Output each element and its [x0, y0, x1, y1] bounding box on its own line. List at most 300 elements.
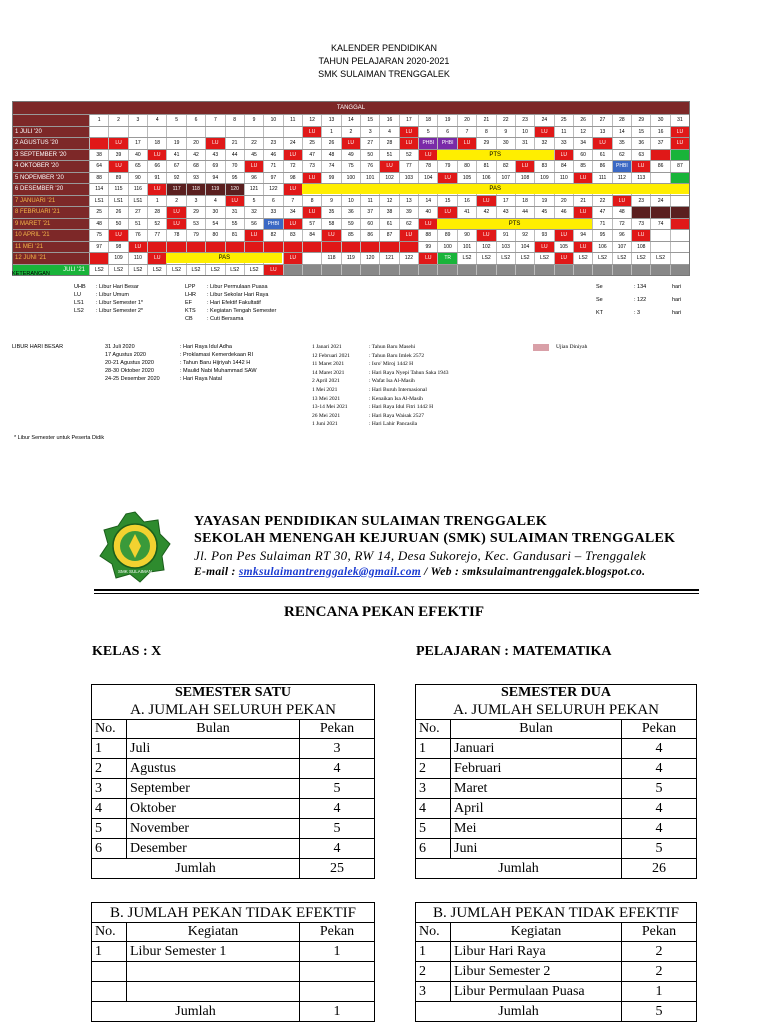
- table-row: [416, 962, 697, 982]
- calendar-day-cell: LU: [128, 242, 147, 253]
- calendar-day-cell: [650, 173, 669, 184]
- day-number: 15: [360, 115, 379, 126]
- calendar-day-cell: 32: [534, 138, 553, 149]
- calendar-day-cell: LU: [283, 219, 302, 230]
- row-no: 6: [416, 839, 451, 859]
- calendar-day-cell: 61: [379, 219, 398, 230]
- row-month: Mei: [451, 819, 622, 839]
- calendar-day-cell: 9: [321, 196, 340, 207]
- month-label: 2 AGUSTUS '20: [13, 138, 89, 149]
- calendar-day-cell: 99: [321, 173, 340, 184]
- calendar-day-cell: [283, 265, 302, 276]
- section-b-title: B. JUMLAH PEKAN TIDAK EFEKTIF: [416, 903, 697, 923]
- calendar-day-cell: 34: [283, 207, 302, 218]
- calendar-day-cell: [670, 230, 689, 241]
- row-weeks: [300, 962, 375, 982]
- calendar-day-cell: 41: [457, 207, 476, 218]
- calendar-day-cell: 27: [360, 138, 379, 149]
- calendar-title-line-3: SMK SULAIMAN TRENGGALEK: [318, 69, 450, 79]
- row-weeks: 4: [622, 819, 697, 839]
- calendar-day-cell: 91: [147, 173, 166, 184]
- legend-desc: : Maulid Nabi Muhammad SAW: [180, 368, 257, 374]
- calendar-day-cell: LU: [379, 161, 398, 172]
- calendar-day-cell: 35: [612, 138, 631, 149]
- calendar-day-cell: 114: [89, 184, 108, 195]
- calendar-day-cell: 45: [244, 150, 263, 161]
- calendar-day-cell: 10: [341, 196, 360, 207]
- legend-code: 1 Mei 2021: [312, 386, 338, 393]
- row-weeks: 4: [300, 839, 375, 859]
- calendar-day-cell: LS2: [225, 265, 244, 276]
- row-month: Oktober: [127, 799, 300, 819]
- calendar-month-row: [13, 137, 689, 149]
- calendar-day-cell: 18: [515, 196, 534, 207]
- legend-code: Se: [596, 297, 603, 303]
- table-subtitle-row: [92, 700, 375, 720]
- row-no: 1: [92, 942, 127, 962]
- table-header-row: [92, 923, 375, 942]
- calendar-day-cell: 82: [263, 230, 282, 241]
- calendar-day-cell: 42: [186, 150, 205, 161]
- calendar-day-cell: 41: [166, 150, 185, 161]
- calendar-day-cell: [89, 138, 108, 149]
- calendar-day-cell: LU: [108, 138, 127, 149]
- table-row: [416, 839, 697, 859]
- total-label: Jumlah: [92, 859, 300, 879]
- day-number: 18: [418, 115, 437, 126]
- row-activity: Libur Hari Raya: [451, 942, 622, 962]
- calendar-day-cell: 100: [437, 242, 456, 253]
- calendar-day-cell: 13: [592, 127, 611, 138]
- calendar-day-cell: 95: [592, 230, 611, 241]
- email-link[interactable]: smksulaimantrenggalek@gmail.com: [238, 566, 421, 578]
- calendar-day-cell: 76: [128, 230, 147, 241]
- calendar-day-cell: 61: [592, 150, 611, 161]
- month-label: 8 FEBRUARI '21: [13, 207, 89, 218]
- calendar-day-cell: 40: [128, 150, 147, 161]
- calendar-day-cell: 68: [186, 161, 205, 172]
- col-kegiatan: Kegiatan: [451, 923, 622, 942]
- table-row: [416, 942, 697, 962]
- legend-code: LS1: [74, 300, 84, 306]
- calendar-day-cell: 117: [166, 184, 185, 195]
- calendar-day-cell: 97: [89, 242, 108, 253]
- calendar-day-cell: LS2: [476, 253, 495, 264]
- calendar-day-cell: 80: [457, 161, 476, 172]
- calendar-day-cell: [534, 265, 553, 276]
- footnote: * Libur Semester untuk Peserta Didik: [14, 435, 105, 441]
- table-subtitle-row: [416, 700, 697, 720]
- calendar-day-cell: 122: [399, 253, 418, 264]
- calendar-day-cell: LU: [573, 173, 592, 184]
- section-a-title: A. JUMLAH SELURUH PEKAN: [92, 700, 375, 720]
- calendar-day-cell: 3: [186, 196, 205, 207]
- table-title-row: [92, 903, 375, 923]
- web-link[interactable]: smksulaimantrenggalek.blogspot.co.: [462, 566, 646, 578]
- legend-code: 28-30 Oktober 2020: [105, 368, 154, 374]
- calendar-day-cell: LU: [399, 138, 418, 149]
- calendar-day-cell: 109: [534, 173, 553, 184]
- day-number: 7: [205, 115, 224, 126]
- calendar-day-cell: 71: [592, 219, 611, 230]
- exam-band: PTS: [437, 219, 592, 229]
- calendar-day-cell: 89: [437, 230, 456, 241]
- calendar-day-cell: 30: [205, 207, 224, 218]
- legend-code: 11 Maret 2021: [312, 361, 345, 368]
- calendar-day-cell: 23: [631, 196, 650, 207]
- row-month: Maret: [451, 779, 622, 799]
- calendar-day-cell: LU: [612, 196, 631, 207]
- legend-code: UHB: [74, 284, 86, 290]
- pelajaran-label: PELAJARAN : MATEMATIKA: [416, 644, 612, 659]
- table-header-row: [416, 720, 697, 739]
- row-weeks: 4: [622, 759, 697, 779]
- calendar-day-cell: 107: [496, 173, 515, 184]
- row-weeks: 4: [622, 739, 697, 759]
- header-divider: [94, 589, 699, 591]
- calendar-day-cell: [437, 265, 456, 276]
- calendar-day-cell: 73: [631, 219, 650, 230]
- row-month: Februari: [451, 759, 622, 779]
- calendar-day-cell: 87: [379, 230, 398, 241]
- calendar-day-cell: LS2: [147, 265, 166, 276]
- calendar-day-cell: 32: [244, 207, 263, 218]
- semester-1-weeks-table: [91, 684, 375, 879]
- row-no: 5: [416, 819, 451, 839]
- calendar-day-cell: LS2: [650, 253, 669, 264]
- calendar-day-cell: 7: [283, 196, 302, 207]
- table-row: [92, 779, 375, 799]
- col-no: No.: [92, 923, 127, 942]
- keterangan-title: KETERANGAN: [12, 271, 50, 277]
- school-contact: [194, 566, 645, 578]
- header-divider-thin: [94, 593, 699, 594]
- calendar-day-cell: 48: [89, 219, 108, 230]
- legend-desc: : Hari Raya Idul Adha: [180, 344, 232, 350]
- calendar-day-cell: 74: [321, 161, 340, 172]
- calendar-day-cell: LU: [418, 150, 437, 161]
- month-day-cells: [89, 265, 689, 276]
- calendar-day-cell: 51: [379, 150, 398, 161]
- table-total-row: [416, 1002, 697, 1022]
- day-number: 26: [573, 115, 592, 126]
- calendar-day-cell: 78: [166, 230, 185, 241]
- calendar-day-cell: 33: [263, 207, 282, 218]
- calendar-day-cell: 85: [341, 230, 360, 241]
- calendar-day-cell: [89, 127, 108, 138]
- calendar-day-cell: 116: [128, 184, 147, 195]
- day-number: 24: [534, 115, 553, 126]
- calendar-day-cell: 67: [166, 161, 185, 172]
- document-title: RENCANA PEKAN EFEKTIF: [283, 604, 485, 620]
- calendar-day-cell: LU: [631, 161, 650, 172]
- calendar-day-cell: LU: [147, 253, 166, 264]
- calendar-day-cell: 103: [399, 173, 418, 184]
- month-label: 10 APRIL '21: [13, 230, 89, 241]
- calendar-day-cell: LS1: [128, 196, 147, 207]
- col-no: No.: [416, 923, 451, 942]
- calendar-day-cell: 74: [650, 219, 669, 230]
- calendar-day-cell: 24: [283, 138, 302, 149]
- calendar-day-cell: 77: [147, 230, 166, 241]
- row-no: 4: [92, 799, 127, 819]
- calendar-day-cell: 26: [108, 207, 127, 218]
- calendar-day-cell: [515, 265, 534, 276]
- row-activity: [127, 962, 300, 982]
- calendar-day-cell: [457, 265, 476, 276]
- legend-desc: : Hari Lahir Pancasila: [369, 421, 418, 428]
- calendar-day-cell: 64: [89, 161, 108, 172]
- legend-desc: : Isro' Miroj 1442 H: [369, 361, 414, 368]
- calendar-day-cell: [166, 127, 185, 138]
- row-no: 3: [416, 779, 451, 799]
- calendar-day-cell: [341, 265, 360, 276]
- calendar-day-cell: 49: [341, 150, 360, 161]
- legend-code: EF: [185, 300, 193, 306]
- calendar-day-cell: LU: [457, 138, 476, 149]
- calendar-day-cell: 107: [612, 242, 631, 253]
- calendar-day-cell: [670, 253, 689, 264]
- row-weeks: 5: [300, 779, 375, 799]
- calendar-day-cell: [283, 242, 302, 253]
- legend-code: Se: [596, 284, 603, 290]
- calendar-day-cell: 44: [515, 207, 534, 218]
- calendar-day-cell: [670, 173, 689, 184]
- calendar-day-cell: 87: [670, 161, 689, 172]
- month-label: JULI '21: [13, 265, 89, 276]
- row-weeks: 5: [300, 819, 375, 839]
- table-header-row: [92, 720, 375, 739]
- calendar-month-row: [13, 195, 689, 207]
- day-number: 6: [186, 115, 205, 126]
- table-row-empty: [92, 982, 375, 1002]
- calendar-day-cell: LS2: [457, 253, 476, 264]
- calendar-day-cell: 93: [186, 173, 205, 184]
- calendar-day-cell: 75: [89, 230, 108, 241]
- total-label: Jumlah: [92, 1002, 300, 1022]
- calendar-day-cell: 102: [476, 242, 495, 253]
- calendar-day-cell: 84: [554, 161, 573, 172]
- calendar-day-cell: [302, 242, 321, 253]
- calendar-day-cell: 39: [399, 207, 418, 218]
- legend-desc: hari: [672, 284, 682, 290]
- calendar-month-row: [13, 206, 689, 218]
- calendar-day-cell: 94: [205, 173, 224, 184]
- calendar-day-cell: LU: [437, 173, 456, 184]
- legend-code: 12 Februari 2021: [312, 352, 350, 359]
- calendar-day-cell: 37: [360, 207, 379, 218]
- day-number: 20: [457, 115, 476, 126]
- legend-code: 26 Mei 2021: [312, 412, 341, 419]
- calendar-day-cell: 98: [108, 242, 127, 253]
- calendar-day-cell: 81: [225, 230, 244, 241]
- calendar-day-cell: 19: [166, 138, 185, 149]
- month-label: 3 SEPTEMBER '20: [13, 150, 89, 161]
- calendar-day-cell: [244, 242, 263, 253]
- table-row: [92, 839, 375, 859]
- school-address: Jl. Pon Pes Sulaiman RT 30, RW 14, Desa Sukorejo, Kec. Gandusari – Trenggalek: [194, 548, 647, 563]
- calendar-day-cell: LU: [631, 230, 650, 241]
- calendar-month-row: [13, 241, 689, 253]
- legend-desc: : Kegiatan Tengah Semester: [207, 308, 277, 314]
- calendar-day-cell: 16: [457, 196, 476, 207]
- calendar-day-cell: LS1: [108, 196, 127, 207]
- calendar-day-cell: 103: [496, 242, 515, 253]
- calendar-day-cell: 76: [360, 161, 379, 172]
- day-number: 16: [379, 115, 398, 126]
- legend-code: LPP: [185, 284, 196, 290]
- calendar-day-cell: 101: [360, 173, 379, 184]
- calendar-day-cell: TR: [437, 253, 456, 264]
- legend-desc: : Tahun Baru Masehi: [369, 344, 416, 350]
- row-month: Desember: [127, 839, 300, 859]
- day-number: 22: [496, 115, 515, 126]
- row-no: 1: [416, 739, 451, 759]
- calendar-day-cell: [263, 242, 282, 253]
- legend-desc: : Wafat Isa Al-Masih: [369, 378, 415, 385]
- legend-desc: : Hari Buruh Internasional: [369, 386, 427, 393]
- month-day-cells: [89, 127, 689, 138]
- row-activity: Libur Semester 2: [451, 962, 622, 982]
- day-number: 27: [592, 115, 611, 126]
- calendar-day-cell: 52: [147, 219, 166, 230]
- legend-desc: : Libur Umum: [96, 292, 130, 298]
- calendar-day-cell: LU: [554, 253, 573, 264]
- calendar-day-cell: 80: [205, 230, 224, 241]
- calendar-day-cell: 59: [341, 219, 360, 230]
- month-day-cells: [89, 207, 689, 218]
- row-activity: [127, 982, 300, 1002]
- day-number: 13: [321, 115, 340, 126]
- calendar-day-cell: 70: [225, 161, 244, 172]
- row-no: 3: [416, 982, 451, 1002]
- email-label: E-mail :: [194, 566, 239, 578]
- row-no: 2: [92, 759, 127, 779]
- calendar-month-row: [13, 160, 689, 172]
- day-number: 12: [302, 115, 321, 126]
- calendar-day-cell: LU: [534, 242, 553, 253]
- calendar-day-cell: 113: [631, 173, 650, 184]
- calendar-day-cell: 53: [186, 219, 205, 230]
- legend-desc: : Proklamasi Kemerdekaan RI: [180, 352, 254, 358]
- calendar-month-row: [13, 149, 689, 161]
- exam-band: PTS: [437, 150, 553, 160]
- col-bulan: Bulan: [127, 720, 300, 739]
- calendar-day-cell: 13: [399, 196, 418, 207]
- calendar-day-cell: 90: [128, 173, 147, 184]
- calendar-day-cell: 27: [128, 207, 147, 218]
- calendar-day-cell: 101: [457, 242, 476, 253]
- calendar-day-cell: 118: [186, 184, 205, 195]
- calendar-day-cell: LU: [554, 230, 573, 241]
- calendar-day-cell: 12: [573, 127, 592, 138]
- legend-desc: : Hari Raya Idul Fitri 1442 H: [369, 404, 434, 411]
- calendar-day-cell: [670, 265, 689, 276]
- legend-code: 13 Mei 2021: [312, 395, 341, 402]
- calendar-day-cell: 12: [379, 196, 398, 207]
- row-weeks: 4: [300, 799, 375, 819]
- calendar-day-cell: 9: [496, 127, 515, 138]
- calendar-day-cell: [166, 242, 185, 253]
- legend-code: 1 Janari 2021: [312, 344, 342, 350]
- legend-code: CB: [185, 316, 193, 322]
- month-day-cells: [89, 173, 689, 184]
- calendar-day-cell: [89, 253, 108, 264]
- col-pekan: Pekan: [622, 720, 697, 739]
- calendar-day-cell: [225, 127, 244, 138]
- calendar-day-cell: LU: [670, 138, 689, 149]
- logo-text: SMK SULAIMAN: [117, 569, 153, 574]
- calendar-day-cell: 36: [341, 207, 360, 218]
- calendar-day-cell: 81: [476, 161, 495, 172]
- legend-desc: hari: [672, 297, 682, 303]
- calendar-day-cell: 38: [379, 207, 398, 218]
- row-month: September: [127, 779, 300, 799]
- row-weeks: 4: [300, 759, 375, 779]
- calendar-day-cell: 108: [515, 173, 534, 184]
- calendar-day-cell: [650, 150, 669, 161]
- calendar-day-cell: 108: [631, 242, 650, 253]
- day-number: 3: [128, 115, 147, 126]
- calendar-day-cell: LU: [108, 230, 127, 241]
- day-row-label: [13, 115, 89, 126]
- row-month: Januari: [451, 739, 622, 759]
- calendar-day-cell: 79: [437, 161, 456, 172]
- row-weeks: 1: [622, 982, 697, 1002]
- calendar-day-cell: [399, 265, 418, 276]
- calendar-day-cell: 34: [573, 138, 592, 149]
- section-b-title: B. JUMLAH PEKAN TIDAK EFEKTIF: [92, 903, 375, 923]
- table-title-row: [92, 685, 375, 701]
- calendar-day-cell: 71: [263, 161, 282, 172]
- web-label: / Web :: [421, 566, 463, 578]
- calendar-day-cell: LU: [225, 196, 244, 207]
- calendar-day-cell: 31: [225, 207, 244, 218]
- calendar-day-cell: 51: [128, 219, 147, 230]
- col-no: No.: [416, 720, 451, 739]
- calendar-day-cell: LS2: [631, 253, 650, 264]
- calendar-day-cell: LS2: [573, 253, 592, 264]
- calendar-day-cell: [186, 127, 205, 138]
- calendar-day-cell: 109: [108, 253, 127, 264]
- row-month: November: [127, 819, 300, 839]
- calendar-day-cell: 19: [534, 196, 553, 207]
- calendar-day-cell: 86: [360, 230, 379, 241]
- calendar-day-cell: LU: [418, 219, 437, 230]
- calendar-day-cell: LU: [476, 196, 495, 207]
- day-number: 19: [437, 115, 456, 126]
- day-number-cells: [89, 115, 689, 126]
- day-number: 9: [244, 115, 263, 126]
- calendar-day-cell: 48: [321, 150, 340, 161]
- calendar-day-cell: 93: [534, 230, 553, 241]
- table-title-row: [416, 903, 697, 923]
- calendar-day-cell: 119: [341, 253, 360, 264]
- calendar-day-cell: [670, 219, 689, 230]
- row-no: 4: [416, 799, 451, 819]
- calendar-day-cell: 40: [418, 207, 437, 218]
- calendar-day-cell: 86: [650, 161, 669, 172]
- calendar-day-cell: [592, 265, 611, 276]
- calendar-day-cell: LU: [147, 150, 166, 161]
- row-weeks: 5: [622, 839, 697, 859]
- calendar-day-cell: 6: [263, 196, 282, 207]
- calendar-day-cell: 8: [476, 127, 495, 138]
- legend-code: 17 Agustus 2020: [105, 352, 146, 358]
- calendar-day-cell: 22: [244, 138, 263, 149]
- total-value: 25: [300, 859, 375, 879]
- calendar-day-cell: LS2: [244, 265, 263, 276]
